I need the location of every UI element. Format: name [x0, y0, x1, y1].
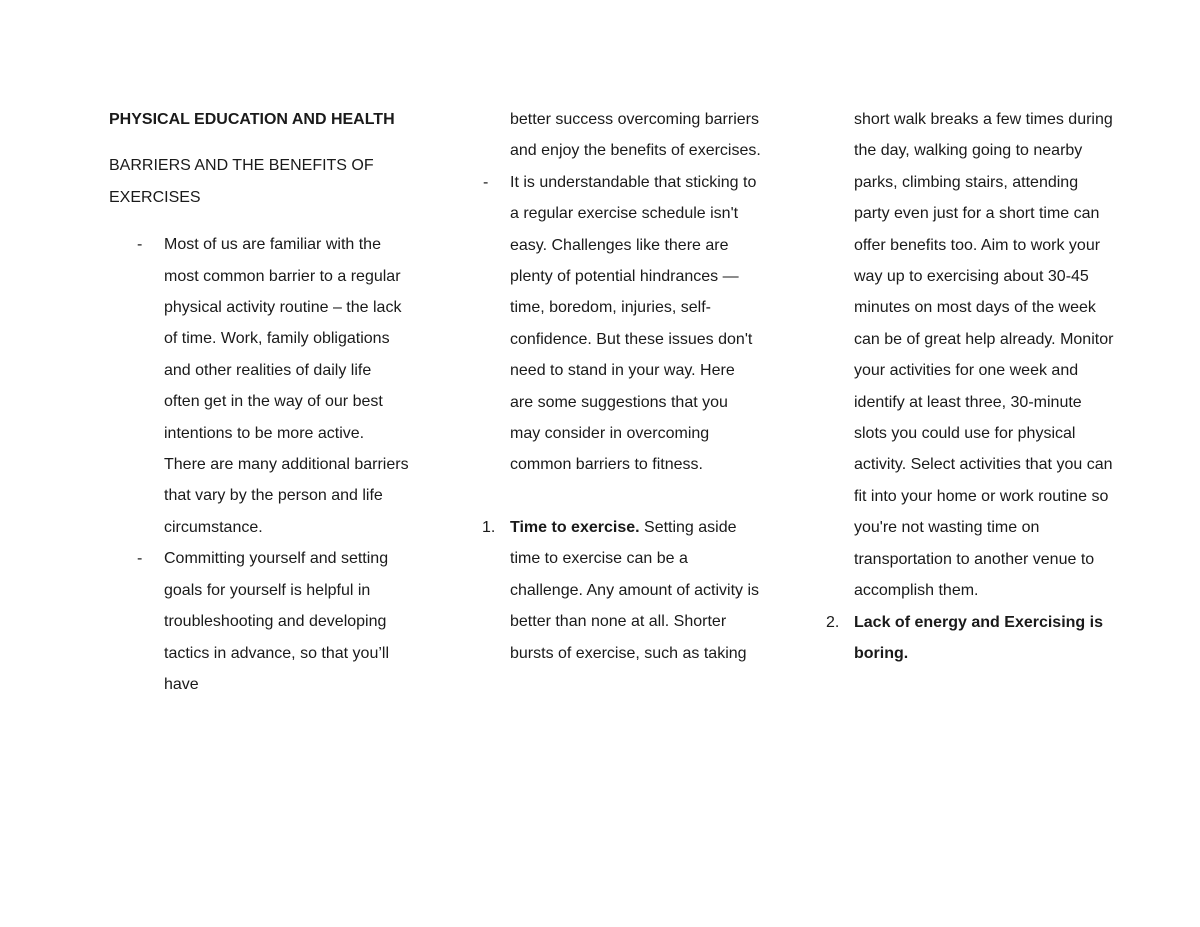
section-subtitle: BARRIERS AND THE BENEFITS OF EXERCISES [109, 157, 374, 206]
dash-bullet: - [483, 173, 489, 191]
paragraph-lack-of-time: Most of us are familiar with the most common barrier to a regular physical activity routine – the lack of time. Work, family obligations and other realities of daily life often get in the way of our best intentions to be more active. There are many additional barriers that vary by the person and life circumstance. [164, 236, 409, 536]
dash-bullet: - [137, 236, 143, 254]
numbered-list-continued [826, 607, 1114, 670]
list-item [109, 543, 409, 700]
list-item [109, 229, 409, 543]
paragraph-committing-part1: Committing yourself and setting goals for yourself is helpful in troubleshooting and developing tactics in advance, so that you’ll have [164, 550, 390, 693]
list-item-lack-of-energy [826, 607, 1114, 670]
item-number: 2. [826, 613, 840, 631]
page-title: PHYSICAL EDUCATION AND HEALTH [109, 111, 395, 128]
dash-bullet: - [137, 550, 143, 568]
column-3 [826, 104, 1114, 669]
list-item-time-to-exercise [482, 512, 762, 669]
bullet-list [109, 229, 409, 700]
paragraph-understandable: It is understandable that sticking to a regular exercise schedule isn't easy. Challenges like there are plenty of potential hindrances — time, boredom, injuries, self-confidence. But these issues don't need to stand in your way. Here are some suggestions that you may consider in overcoming common barriers to fitness. [510, 173, 757, 474]
paragraph-committing-part2: better success overcoming barriers and enjoy the benefits of exercises. [510, 111, 761, 160]
item-heading: Time to exercise. [510, 518, 640, 536]
item-number: 1. [482, 518, 496, 536]
column-2 [482, 104, 762, 669]
list-item [482, 167, 762, 481]
item-text-part2: short walk breaks a few times during the day, walking going to nearby parks, climbing stairs, attending party even just for a short time can offer benefits too. Aim to work your way up to exercising about 30-45 minutes on most days of the week can be of great help already. Monitor your activities for one week and identify at least three, 30-minute slots you could use for physical activity. Select activities that you can fit into your home or work routine so you're not wasting time on transportation to another venue to accomplish them. [854, 111, 1114, 600]
item-text-part1: Setting aside time to exercise can be a challenge. Any amount of activity is better than none at all. Shorter bursts of exercise, such as taking [510, 518, 760, 662]
column-1 [109, 104, 409, 700]
numbered-list [482, 512, 762, 669]
item-heading: Lack of energy and Exercising is boring. [854, 613, 1103, 662]
